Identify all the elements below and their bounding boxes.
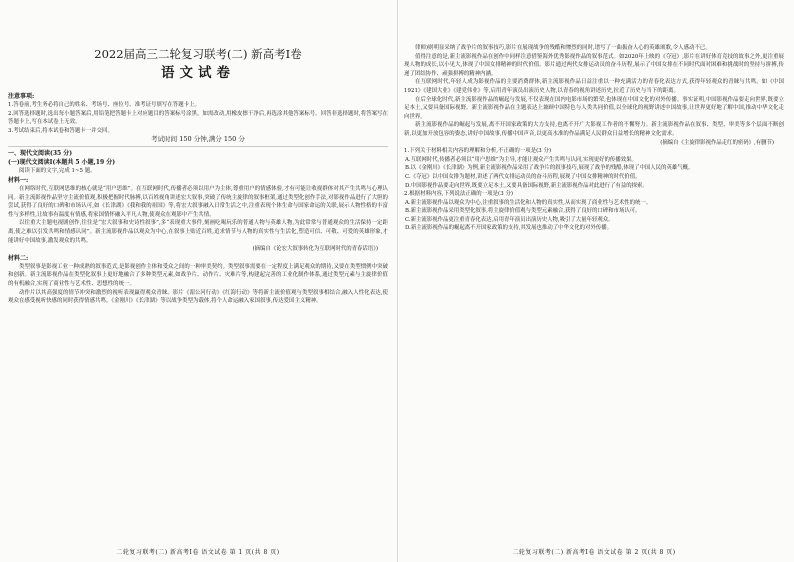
material-paragraph: 律师)则明显采纳了战争片的叙事技巧,影片在展现战争的残酷和惨烈的同时,谱写了一曲振奋人心的英雄颂歌,令人感动不已。 <box>415 45 711 51</box>
material-source: (摘编自《论宏大叙事转化为互联网时代的青春话语》) <box>252 246 378 253</box>
note-item: 3.考试结束后,将本试卷和答题卡一并交回。 <box>8 127 113 134</box>
subsection-heading: (一)现代文阅读Ⅰ(本题共 5 小题,19 分) <box>8 159 116 167</box>
material-paragraph: 新主流影视作品的崛起与发展,离不开国家政策的大力支持,也离不开广大影视工作者的不懈努力。新主流影视作品在叙事、类型、审美等多个层面不断创新,以更加开放包容的姿态,讲好中国故事,传播中国声音,以更高水准的作品满足人民群众日益增长的精神文化需求。 <box>404 122 784 137</box>
question-stem: 2.根据材料内容,下列说法正确的一项是(3 分) <box>404 191 514 198</box>
material-source: (摘编自《主旋律影视作品走红的密码》,有删节) <box>660 139 774 146</box>
divider <box>8 146 388 147</box>
question-stem: 1.下列关于材料相关内容的理解和分析,不正确的一项是(3 分) <box>404 148 552 155</box>
continued-text <box>404 44 784 233</box>
material-paragraph: 在网络时代,互联网思维的核心就是“用户思维”。在互联网时代,传播者必须以用户为主体,尊重用户的情感体验,才有可能让收视群体对其产生共鸣与心理认同。新主流影视作品坚守主流价值观,积极把握时代脉搏,以百姓视角讲述宏大叙事,突破了传统主旋律的叙事框架,通过类型化创作手法,对影视作品进行了大胆的尝试,获得了良好的口碑和市场认可,如《长津湖》《我和我的祖国》等,将宏大叙事融入日常生活之中,注重表现个体生命与国家命运的关联,展示人物性格的丰富性与多样性,让故事有温度有情感,将家国情怀融入平凡人物,使观众在观影中产生共情。 <box>8 185 388 218</box>
notes-heading: 注意事项: <box>8 93 35 100</box>
answer-option: B.以《金刚川》《长津湖》为例,新主流影视作品采用了战争片的叙事技巧,展现了战争的残酷,体现了中国人民的英雄气概。 <box>405 165 694 172</box>
material-paragraph: 以往重大主题电视剧创作,往往是“宏大叙事和史诗性叙事”,多“表现重大事件,刻画吃喝玩乐的普通人物与英雄人物,为此常常与普通观众的生活保持一定距离,使之难以引发共鸣和情感认同”。新主流影视作品以观众为中心,在叙事上贴近百姓,追求情节与人物的真实性与生活化,塑造可信、可敬、可爱的英雄形象,才能讲好中国故事,激发观众的共鸣。 <box>8 220 388 244</box>
notes-block <box>8 92 388 306</box>
note-item: 2.回答选择题时,选出每小题答案后,用铅笔把答题卡上对应题目的答案标号涂黑。如需改动,用橡皮擦干净后,再选涂其他答案标号。回答非选择题时,将答案写在答题卡上,写在本试卷上无效。 <box>8 110 388 126</box>
material-paragraph: 动作片以其高强度的情节冲突和激烈的视听表现赢得观众青睐。影片《湄公河行动》《红海行动》等将新主流价值观与类型叙事相结合,融入人性化表达,使观众在感受视听快感的同时获得情感共鸣。《金刚川》《长津湖》等以战争类型为载体,将个人命运融入家国叙事,传达爱国主义精神。 <box>8 289 388 305</box>
page-footer: 二轮复习联考(二) 新高考Ⅰ卷 语文试卷 第 2 页(共 8 页) <box>512 549 676 556</box>
page-gutter <box>397 0 398 562</box>
answer-option: A.互联网时代,传播者必须以“用户思维”为主导,才能让观众产生共鸣与认同,实现更好的传播效果。 <box>405 156 637 163</box>
question-1 <box>404 147 784 190</box>
page-2 <box>404 0 784 562</box>
page-1 <box>8 0 388 562</box>
answer-option: C.《夺冠》以中国女排为题材,讲述了两代女排运动员的奋斗历程,展现了中国女排精神的时代价值。 <box>405 173 641 180</box>
material-paragraph: 类型叙事是影视工业一种成熟的叙事范式,是影视创作主体和受众之间的一种审美契约。类型叙事需要在一定程度上满足观众的期待,又要在类型惯例中突破和创新。新主流影视作品在类型化叙事上更好地融合了多种类型元素,如战争片、动作片、灾难片等,构建起完善的工业化制作体系,通过类型元素与主旋律价值的有机融合,实现了商业性与艺术性、思想性的统一。 <box>8 263 388 287</box>
material-paragraph: 在后全球化时代,新主流影视作品的崛起与发展,不仅表现在国内电影市场的繁荣,也体现在中国文化的对外传播。事实证明,中国影视作品要走向世界,既要立足本土,又要具备国际视野。新主流影视作品在主题表达上兼顾中国特色与人类共同价值,以全球化的视野讲述中国故事,让世界更好地了解中国,推动中华文化走向世界。 <box>404 96 784 120</box>
answer-option: D.新主流影视作品的崛起离不开国家政策的支持,其发展也推动了中华文化的对外传播。 <box>405 225 613 232</box>
exam-subtitle: 语文试卷 <box>161 65 235 81</box>
page-footer: 二轮复习联考(二) 新高考Ⅰ卷 语文试卷 第 1 页(共 8 页) <box>116 549 280 556</box>
answer-option: C.新主流影视作品更注重青春化表达,启用青年演员出演历史人物,吸引了大量年轻观众。 <box>405 216 614 223</box>
question-2 <box>404 190 784 233</box>
exam-time: 考试时间 150 分钟,满分 150 分 <box>151 135 245 144</box>
answer-option: A.新主流影视作品以观众为中心,注重叙事的生活化和人物的真实性,从而实现了商业性与艺术性的统一。 <box>405 199 652 206</box>
material-paragraph: 值得注意的是,新主流影视作品在创作中同样注意借鉴海外优秀影视作品的叙事范式。如2020年上映的《夺冠》,影片在讲好体育竞技的故事之外,更注重展现人物的成长,以小见大,体现了中国女排精神的时代价值。影片通过两代女排运动员的奋斗历程,展示了中国女排在不同时代面对困难和挑战时的坚持与拼搏,传递了团结协作、顽强拼搏的精神内涵。 <box>404 53 784 77</box>
material-label: 材料二: <box>8 254 29 262</box>
answer-option: D.中国影视作品要走向世界,既要立足本土,又要具备国际视野,新主流影视作品对此进行了有益的探索。 <box>405 182 648 189</box>
instruction: 阅读下面的文字,完成 1~5 题。 <box>19 168 96 175</box>
answer-option: B.新主流影视作品采用类型化叙事,将主旋律价值观与类型元素融合,获得了良好的口碑和市场认可。 <box>405 208 641 215</box>
section-heading: 一、现代文阅读(35 分) <box>8 150 73 158</box>
material-label: 材料一: <box>8 176 29 184</box>
note-item: 1.答卷前,考生务必将自己的姓名、考场号、座位号、准考证号填写在答题卡上。 <box>8 102 200 108</box>
material-paragraph: 在互联网时代,年轻人成为影视作品的主要消费群体,新主流影视作品日益注重以一种充满活力的青春化表达方式,获得年轻观众的青睐与共鸣。如《中国1921》《建国大业》《建党伟业》等,启用青年演员出演历史人物,以青春的视角讲述历史,拉近了历史与当下的距离。 <box>404 79 784 94</box>
exam-title: 2022届高三二轮复习联考(二) 新高考Ⅰ卷 <box>94 47 302 61</box>
